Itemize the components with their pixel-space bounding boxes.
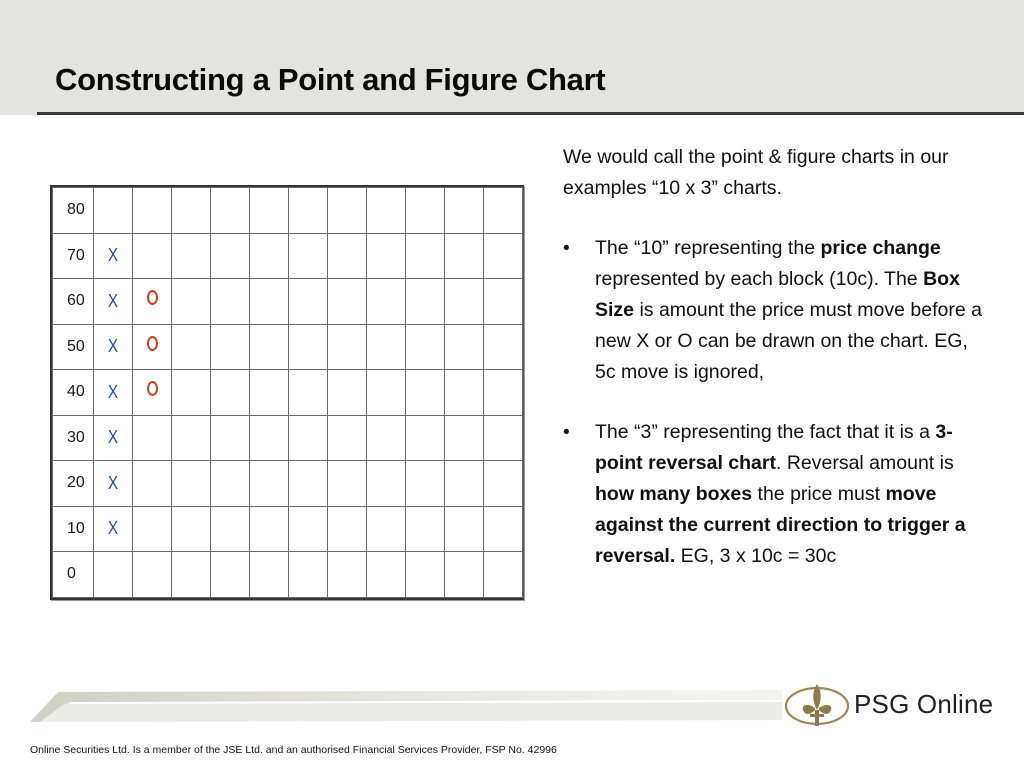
grid-cell <box>484 324 523 370</box>
grid-row <box>53 506 523 552</box>
price-label: 70 <box>67 246 85 264</box>
grid-cell <box>250 415 289 461</box>
grid-cell <box>250 188 289 234</box>
grid-cell <box>172 415 211 461</box>
grid-cell <box>484 370 523 416</box>
price-cell <box>53 552 94 598</box>
o-mark <box>147 290 158 305</box>
grid-row <box>53 552 523 598</box>
grid-cell <box>211 552 250 598</box>
grid-cell <box>94 370 133 416</box>
grid-cell <box>211 506 250 552</box>
grid-cell <box>328 279 367 325</box>
bullet1-bold-box-size: Box Size <box>595 268 960 321</box>
grid-cell <box>211 415 250 461</box>
bullet1-text-1: The “10” representing the <box>595 237 821 259</box>
grid-cell <box>289 279 328 325</box>
price-label: 20 <box>67 474 85 491</box>
grid-cell <box>484 233 523 279</box>
grid-cell <box>94 279 133 325</box>
price-label: 40 <box>67 383 85 400</box>
price-cell <box>53 461 94 507</box>
grid-cell <box>367 188 406 234</box>
grid-cell <box>484 279 523 325</box>
bullet-marker: • <box>563 238 570 259</box>
explanation-text <box>563 142 993 601</box>
grid-cell <box>289 415 328 461</box>
grid-cell <box>133 506 172 552</box>
grid-cell <box>445 279 484 325</box>
bullet1-bold-price-change: price change <box>820 237 941 259</box>
price-cell <box>53 279 94 325</box>
grid-cell <box>367 279 406 325</box>
grid-cell <box>367 461 406 507</box>
grid-row <box>53 324 523 370</box>
grid-cell <box>289 370 328 416</box>
grid-cell <box>445 552 484 598</box>
bullet-marker: • <box>563 422 570 443</box>
grid-cell <box>172 233 211 279</box>
grid-cell <box>172 552 211 598</box>
slide-title: Constructing a Point and Figure Chart <box>55 62 606 97</box>
grid-cell <box>406 279 445 325</box>
grid-row <box>53 279 523 325</box>
grid-cell <box>172 370 211 416</box>
grid-cell <box>328 552 367 598</box>
grid-cell <box>445 324 484 370</box>
price-cell <box>53 415 94 461</box>
grid-cell <box>328 188 367 234</box>
grid-cell <box>328 506 367 552</box>
price-label: 50 <box>67 337 85 355</box>
grid-cell <box>133 279 172 325</box>
price-cell <box>53 324 94 370</box>
grid-cell <box>328 324 367 370</box>
grid-cell <box>367 233 406 279</box>
bullet-item-box-size <box>563 233 993 388</box>
x-mark: X <box>107 518 119 539</box>
grid-cell <box>484 188 523 234</box>
price-label: 80 <box>67 201 85 218</box>
grid-cell <box>250 324 289 370</box>
price-cell <box>53 506 94 552</box>
price-cell <box>53 370 94 416</box>
grid-cell <box>367 506 406 552</box>
grid-cell <box>94 506 133 552</box>
grid-cell <box>133 552 172 598</box>
grid-cell <box>250 233 289 279</box>
bullet2-bold-reversal-chart: 3-point reversal chart <box>595 421 953 474</box>
grid-table <box>52 187 523 598</box>
grid-cell <box>406 506 445 552</box>
grid-cell <box>94 188 133 234</box>
grid-cell <box>445 461 484 507</box>
x-mark: X <box>107 381 119 402</box>
price-label: 10 <box>67 519 85 537</box>
grid-cell <box>367 324 406 370</box>
grid-cell <box>445 233 484 279</box>
grid-cell <box>289 324 328 370</box>
grid-cell <box>211 324 250 370</box>
logo-text: PSG Online <box>854 689 994 719</box>
grid-cell <box>94 233 133 279</box>
psg-online-logo <box>782 680 1002 732</box>
grid-cell <box>367 370 406 416</box>
grid-cell <box>133 188 172 234</box>
bullet-item-reversal <box>563 417 993 572</box>
bullet2-text-4: EG, 3 x 10c = 30c <box>675 545 837 567</box>
grid-row <box>53 415 523 461</box>
x-mark: X <box>107 472 119 493</box>
grid-cell <box>172 461 211 507</box>
grid-cell <box>328 415 367 461</box>
grid-cell <box>406 415 445 461</box>
grid-cell <box>289 506 328 552</box>
grid-cell <box>250 370 289 416</box>
grid-cell <box>406 461 445 507</box>
grid-cell <box>211 188 250 234</box>
grid-cell <box>211 233 250 279</box>
grid-cell <box>328 233 367 279</box>
grid-cell <box>133 233 172 279</box>
fleur-de-lis-icon <box>782 680 852 732</box>
grid-cell <box>484 552 523 598</box>
price-label: 30 <box>67 428 85 446</box>
o-mark <box>147 336 158 351</box>
grid-row <box>53 461 523 507</box>
grid-cell <box>172 279 211 325</box>
grid-cell <box>289 552 328 598</box>
bullet2-text-3: the price must <box>752 483 886 505</box>
grid-cell <box>406 370 445 416</box>
x-mark: X <box>107 427 119 448</box>
grid-cell <box>211 461 250 507</box>
grid-cell <box>211 370 250 416</box>
bullet2-text-2: . Reversal amount is <box>775 452 954 474</box>
grid-cell <box>172 506 211 552</box>
grid-cell <box>406 233 445 279</box>
grid-cell <box>289 461 328 507</box>
footer-disclaimer: Online Securities Ltd. Is a member of the JSE Ltd. and an authorised Financial Services Provider, FSP No. 42996 <box>30 744 557 756</box>
grid-cell <box>406 188 445 234</box>
grid-cell <box>211 279 250 325</box>
grid-cell <box>133 461 172 507</box>
grid-cell <box>250 506 289 552</box>
grid-cell <box>289 188 328 234</box>
bullet2-text-1: The “3” representing the fact that it is a <box>595 421 936 443</box>
grid-cell <box>445 415 484 461</box>
grid-cell <box>250 461 289 507</box>
grid-row <box>53 233 523 279</box>
grid-cell <box>133 415 172 461</box>
grid-cell <box>250 552 289 598</box>
grid-cell <box>328 461 367 507</box>
grid-cell <box>172 188 211 234</box>
grid-cell <box>94 415 133 461</box>
grid-cell <box>133 324 172 370</box>
grid-cell <box>94 324 133 370</box>
grid-cell <box>445 506 484 552</box>
bullet2-bold-how-many-boxes: how many boxes <box>595 483 753 505</box>
x-mark: X <box>107 336 119 357</box>
bullet-list <box>563 233 993 572</box>
grid-row <box>53 370 523 416</box>
grid-cell <box>133 370 172 416</box>
bullet1-text-3: is amount the price must move before a new X or O can be drawn on the chart. EG, 5c move is ignored, <box>595 299 982 383</box>
grid-cell <box>94 461 133 507</box>
bullet2-bold-move-against: move against the current direction to trigger a reversal. <box>595 483 966 567</box>
grid-cell <box>367 552 406 598</box>
title-divider <box>37 112 1024 115</box>
price-label: 0 <box>67 565 76 582</box>
grid-cell <box>484 461 523 507</box>
grid-cell <box>445 188 484 234</box>
price-cell <box>53 233 94 279</box>
x-mark: X <box>107 290 119 311</box>
grid-cell <box>289 233 328 279</box>
grid-row <box>53 188 523 234</box>
grid-cell <box>250 279 289 325</box>
grid-cell <box>484 506 523 552</box>
price-label: 60 <box>67 292 85 309</box>
grid-cell <box>94 552 133 598</box>
grid-cell <box>367 415 406 461</box>
bullet1-text-2: represented by each block (10c). The <box>595 268 924 290</box>
intro-paragraph: We would call the point & figure charts in our examples “10 x 3” charts. <box>563 146 949 199</box>
o-mark <box>147 381 158 396</box>
grid-cell <box>445 370 484 416</box>
x-mark: X <box>107 245 119 266</box>
grid-cell <box>172 324 211 370</box>
footer-swoosh <box>30 686 790 724</box>
grid-cell <box>406 552 445 598</box>
grid-cell <box>484 415 523 461</box>
grid-cell <box>328 370 367 416</box>
price-cell <box>53 188 94 234</box>
grid-cell <box>406 324 445 370</box>
point-and-figure-grid <box>50 185 524 600</box>
